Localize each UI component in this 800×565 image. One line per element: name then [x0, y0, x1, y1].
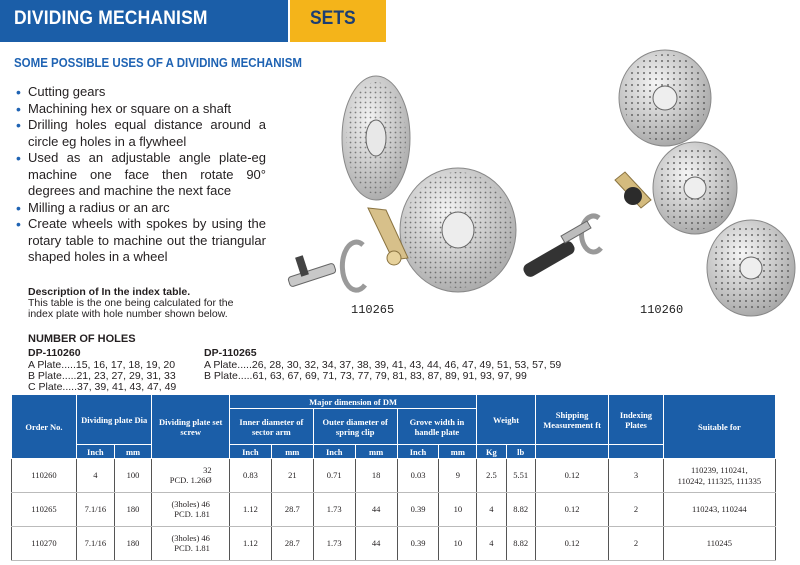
cell-kg: 4: [477, 493, 506, 527]
cell-set-screw: [152, 527, 230, 561]
dp-110265-line: A Plate.....26, 28, 30, 32, 34, 37, 38, 39, 41, 43, 44, 46, 47, 49, 51, 53, 57, 59: [204, 359, 562, 371]
cell-inner-in: 1.12: [229, 493, 271, 527]
uses-item: • Milling a radius or an arc: [14, 200, 266, 217]
cell-lb: 5.51: [506, 459, 535, 493]
cell-order: 110270: [12, 527, 77, 561]
cell-shipping: 0.12: [535, 459, 608, 493]
cell-shipping: 0.12: [535, 527, 608, 561]
cell-outer-mm: 44: [355, 493, 397, 527]
col-suitable: Suitable for: [663, 395, 775, 459]
col-inner: Inner diameter of sector arm: [229, 409, 313, 445]
col-plates: Indexing Plates: [609, 395, 663, 445]
unit-lb: lb: [506, 445, 535, 459]
col-major: Major dimension of DM: [229, 395, 476, 409]
screw-pcd: PCD.: [174, 543, 193, 553]
cell-set-screw: [152, 493, 230, 527]
cell-plates: 2: [609, 493, 663, 527]
dp-110265-line: B Plate.....61, 63, 67, 69, 71, 73, 77, 79, 81, 83, 87, 89, 91, 93, 97, 99: [204, 370, 527, 382]
screw-holes: 32: [203, 465, 212, 475]
cell-grove-mm: 9: [439, 459, 477, 493]
cell-order: 110265: [12, 493, 77, 527]
table-row: [12, 527, 776, 561]
cell-inner-mm: 28.7: [271, 527, 313, 561]
crank-handle: [288, 263, 337, 287]
holes-title: NUMBER OF HOLES: [28, 333, 136, 345]
caption-110260: 110260: [640, 303, 684, 317]
spec-table: [11, 394, 776, 561]
crank-handle: [521, 239, 576, 279]
cell-dia-mm: 180: [114, 527, 152, 561]
unit-kg: Kg: [477, 445, 506, 459]
cell-outer-mm: 18: [355, 459, 397, 493]
cell-grove-in: 0.03: [397, 459, 439, 493]
cell-grove-mm: 10: [439, 527, 477, 561]
cell-grove-mm: 10: [439, 493, 477, 527]
cell-outer-in: 0.71: [313, 459, 355, 493]
cell-lb: 8.82: [506, 493, 535, 527]
table-row: [12, 459, 776, 493]
cell-grove-in: 0.39: [397, 527, 439, 561]
suitable-line: 110243, 110244: [692, 504, 747, 514]
unit-inch: Inch: [229, 445, 271, 459]
suitable-line: 110242, 111325, 111335: [677, 475, 762, 486]
screw-value: 1.81: [195, 543, 210, 553]
screw-holes: (3holes) 46: [171, 533, 210, 543]
cell-inner-in: 0.83: [229, 459, 271, 493]
col-set-screw: Dividing plate set screw: [152, 395, 230, 459]
uses-list: [14, 84, 266, 266]
cell-outer-in: 1.73: [313, 493, 355, 527]
col-outer: Outer diameter of spring clip: [313, 409, 397, 445]
cell-dia-in: 7.1/16: [76, 493, 114, 527]
uses-item: • Cutting gears: [14, 84, 266, 101]
unit-inch: Inch: [76, 445, 114, 459]
uses-item: • Machining hex or square on a shaft: [14, 101, 266, 118]
uses-title: SOME POSSIBLE USES OF A DIVIDING MECHANISM: [14, 56, 302, 70]
cell-outer-mm: 44: [355, 527, 397, 561]
dp-110265-heading: DP-110265: [204, 347, 257, 359]
cell-suitable: [663, 459, 775, 493]
screw-pcd: PCD.: [174, 509, 193, 519]
cell-grove-in: 0.39: [397, 493, 439, 527]
spring-clip: [581, 216, 601, 252]
col-order: Order No.: [12, 395, 77, 459]
suitable-line: 110239, 110241,: [690, 464, 748, 475]
cell-plates: 2: [609, 527, 663, 561]
screw-holes: (3holes) 46: [171, 499, 210, 509]
col-grove: Grove width in handle plate: [397, 409, 477, 445]
unit-inch: Inch: [313, 445, 355, 459]
cell-dia-mm: 100: [114, 459, 152, 493]
dp-110260-heading: DP-110260: [28, 347, 81, 359]
cell-order: 110260: [12, 459, 77, 493]
uses-item: • Create wheels with spokes by using the rotary table to machine out the triangular shaped holes in a wheel: [14, 216, 266, 266]
product-illustration-110260: [515, 40, 800, 330]
header-tag: SETS: [310, 8, 356, 29]
description-title: Description of In the index table.: [28, 286, 191, 298]
description-text: This table is the one being calculated for the index plate with hole number shown below.: [28, 297, 234, 320]
unit-mm: mm: [355, 445, 397, 459]
cell-dia-in: 4: [76, 459, 114, 493]
screw-value: 1.81: [195, 509, 210, 519]
uses-item: • Used as an adjustable angle plate-eg machine one face then rotate 90° degrees and machine the next face: [14, 150, 266, 200]
unit-mm: mm: [114, 445, 152, 459]
cell-shipping: 0.12: [535, 493, 608, 527]
cell-suitable: [663, 493, 775, 527]
product-illustration-110265: [268, 70, 518, 310]
suitable-line: 110245: [706, 538, 732, 548]
col-shipping: Shipping Measurement ft: [535, 395, 608, 445]
unit-mm: mm: [271, 445, 313, 459]
uses-item: • Drilling holes equal distance around a circle eg holes in a flywheel: [14, 117, 266, 150]
cell-plates: 3: [609, 459, 663, 493]
cell-set-screw: [152, 459, 230, 493]
table-row: [12, 493, 776, 527]
dp-110260-line: A Plate.....15, 16, 17, 18, 19, 20: [28, 359, 176, 371]
spring-clip: [342, 242, 365, 290]
col-dividing-dia: Dividing plate Dia: [76, 395, 151, 445]
dp-110260-line: C Plate.....37, 39, 41, 43, 47, 49: [28, 381, 177, 393]
cell-inner-mm: 21: [271, 459, 313, 493]
cell-kg: 2.5: [477, 459, 506, 493]
cell-kg: 4: [477, 527, 506, 561]
dp-110260-line: B Plate.....21, 23, 27, 29, 31, 33: [28, 370, 176, 382]
cell-inner-in: 1.12: [229, 527, 271, 561]
page-title: DIVIDING MECHANISM: [14, 8, 208, 29]
unit-inch: Inch: [397, 445, 439, 459]
cell-inner-mm: 28.7: [271, 493, 313, 527]
unit-blank: [609, 445, 663, 459]
unit-mm: mm: [439, 445, 477, 459]
screw-pcd: PCD.: [169, 475, 189, 485]
cell-dia-in: 7.1/16: [76, 527, 114, 561]
caption-110265: 110265: [351, 303, 395, 317]
cell-outer-in: 1.73: [313, 527, 355, 561]
cell-dia-mm: 180: [114, 493, 152, 527]
screw-value: 1.26Ø: [190, 475, 212, 485]
col-weight: Weight: [477, 395, 536, 445]
unit-blank: [535, 445, 608, 459]
cell-lb: 8.82: [506, 527, 535, 561]
cell-suitable: [663, 527, 775, 561]
